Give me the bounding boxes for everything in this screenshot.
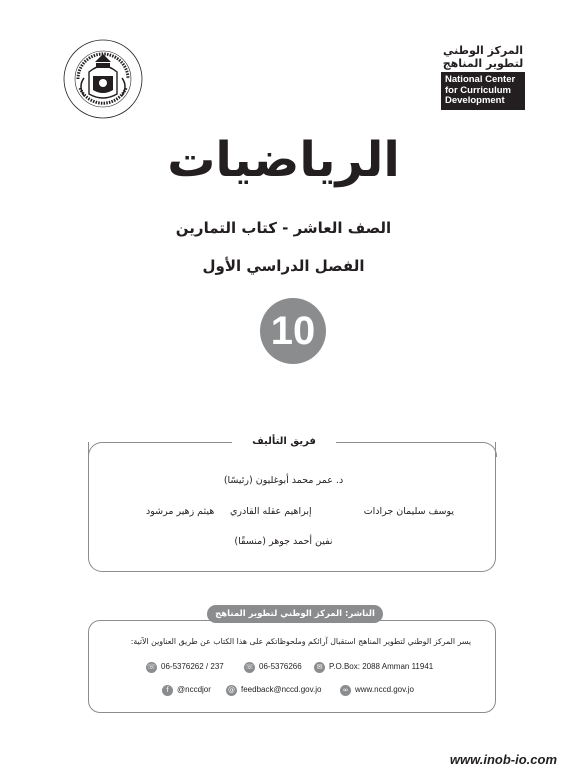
contact-website[interactable] [340,684,414,696]
nccd-logo-english-line2: for Curriculum [445,84,511,96]
phone-number: 06-5376262 / 237 [161,662,224,671]
fax-icon: ☏ [245,662,254,671]
email-address[interactable]: feedback@nccd.gov.jo [241,685,322,694]
mail-icon: ✉ [314,662,325,673]
authors-box-top-line [336,442,482,443]
book-subtitle: الصف العاشر - كتاب التمارين [175,219,392,237]
at-icon: @ [228,685,235,694]
facebook-icon: f [162,685,173,696]
author-name: إبراهيم عقله القادري [230,506,312,517]
phone-icon: ☏ [147,662,156,671]
author-coordinator: نفين أحمد جوهر (منسقًا) [234,536,333,547]
contact-phone [146,661,224,673]
nccd-logo-arabic-line2: لتطوير المناهج [442,57,524,70]
link-icon: ∞ [340,685,351,696]
facebook-handle[interactable]: @nccdjor [177,685,211,694]
contact-email[interactable] [226,684,321,696]
nccd-logo-english [441,72,525,110]
grade-badge: 10 [260,298,326,364]
authors-heading: فريق التأليف [232,434,336,450]
contact-fax [244,661,302,673]
publisher-banner: الناشر: المركز الوطني لتطوير المناهج [207,605,383,623]
contact-note: يسر المركز الوطني لتطوير المناهج استقبال آرائكم وملحوظاتكم على هذا الكتاب عن طريق العناوين الآتية: [130,637,471,646]
fax-number: 06-5376266 [259,662,302,671]
nccd-logo [441,44,525,110]
authors-box-top-line [102,442,232,443]
jordan-crest-icon [62,38,144,120]
nccd-logo-english-line1: National Center [445,74,516,85]
semester-label: الفصل الدراسي الأول [202,257,365,275]
pobox-address: P.O.Box: 2088 Amman 11941 [329,662,434,671]
nccd-logo-english-line3: Development [445,95,505,106]
author-name: يوسف سليمان جرادات [363,506,454,517]
website-url[interactable]: www.nccd.gov.jo [355,685,414,694]
nccd-logo-arabic-line1: المركز الوطني [443,44,523,57]
contact-facebook[interactable] [162,684,211,696]
author-name: هيثم زهير مرشود [146,506,215,517]
author-lead: د. عمر محمد أبوغليون (رئيسًا) [223,475,344,486]
footer-website[interactable]: www.inob-io.com [449,752,557,767]
contact-pobox [314,661,433,673]
book-title: الرياضيات [167,132,400,188]
